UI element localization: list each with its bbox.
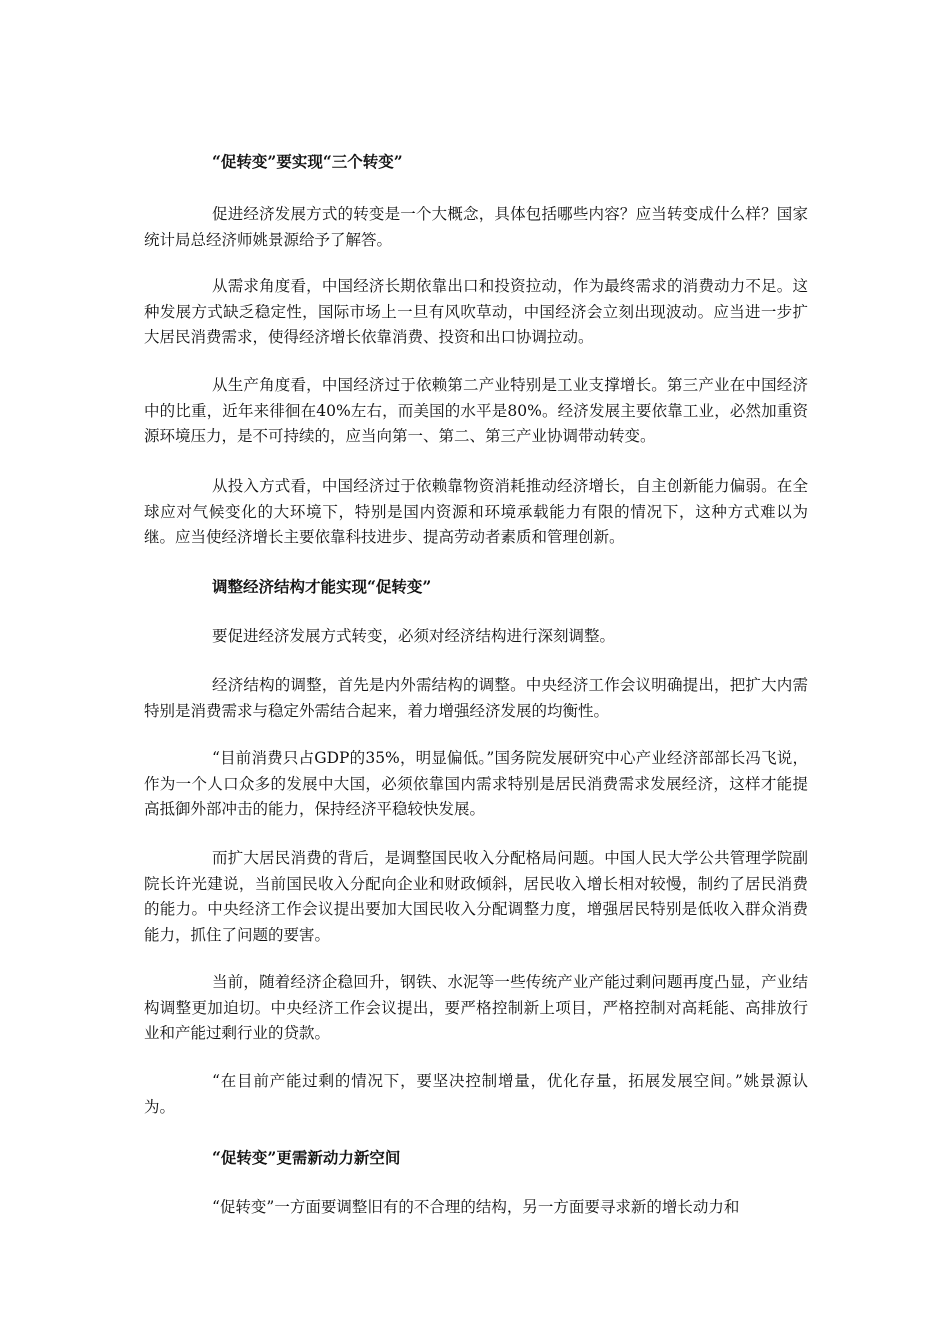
paragraph: “目前消费只占GDP的35%，明显偏低。”国务院发展研究中心产业经济部部长冯飞说，作为一个人口众多的发展中大国，必须依靠国内需求特别是居民消费需求发展经济，这样才能提高抵御外部冲击的能力，保持经济平稳较快发展。 <box>144 749 808 818</box>
paragraph: 从生产角度看，中国经济过于依赖第二产业特别是工业支撑增长。第三产业在中国经济中的比重，近年来徘徊在40%左右，而美国的水平是80%。经济发展主要依靠工业，必然加重资源环境压力，是不可持续的，应当向第一、第二、第三产业协调带动转变。 <box>144 376 808 445</box>
paragraph: 要促进经济发展方式转变，必须对经济结构进行深刻调整。 <box>212 627 616 645</box>
section-heading: “促转变”更需新动力新空间 <box>212 1148 401 1167</box>
section-heading: “促转变”要实现“三个转变” <box>212 152 403 171</box>
paragraph: “在目前产能过剩的情况下，要坚决控制增量，优化存量，拓展发展空间。”姚景源认为。 <box>144 1072 808 1116</box>
paragraph: 而扩大居民消费的背后，是调整国民收入分配格局问题。中国人民大学公共管理学院副院长许光建说，当前国民收入分配向企业和财政倾斜，居民收入增长相对较慢，制约了居民消费的能力。中央经济工作会议提出要加大国民收入分配调整力度，增强居民特别是低收入群众消费能力，抓住了问题的要害。 <box>144 849 808 944</box>
paragraph: 经济结构的调整，首先是内外需结构的调整。中央经济工作会议明确提出，把扩大内需特别是消费需求与稳定外需结合起来，着力增强经济发展的均衡性。 <box>144 676 808 720</box>
paragraph: “促转变”一方面要调整旧有的不合理的结构，另一方面要寻求新的增长动力和 <box>212 1198 740 1216</box>
paragraph: 当前，随着经济企稳回升，钢铁、水泥等一些传统产业产能过剩问题再度凸显，产业结构调整更加迫切。中央经济工作会议提出，要严格控制新上项目，严格控制对高耗能、高排放行业和产能过剩行业的贷款。 <box>144 973 808 1042</box>
paragraph: 从投入方式看，中国经济过于依赖靠物资消耗推动经济增长，自主创新能力偏弱。在全球应对气候变化的大环境下，特别是国内资源和环境承载能力有限的情况下，这种方式难以为继。应当使经济增长主要依靠科技进步、提高劳动者素质和管理创新。 <box>144 477 808 546</box>
paragraph: 促进经济发展方式的转变是一个大概念，具体包括哪些内容？应当转变成什么样？国家统计局总经济师姚景源给予了解答。 <box>144 205 808 249</box>
paragraph: 从需求角度看，中国经济长期依靠出口和投资拉动，作为最终需求的消费动力不足。这种发展方式缺乏稳定性，国际市场上一旦有风吹草动，中国经济会立刻出现波动。应当进一步扩大居民消费需求，使得经济增长依靠消费、投资和出口协调拉动。 <box>144 277 808 346</box>
section-heading: 调整经济结构才能实现“促转变” <box>212 577 432 596</box>
